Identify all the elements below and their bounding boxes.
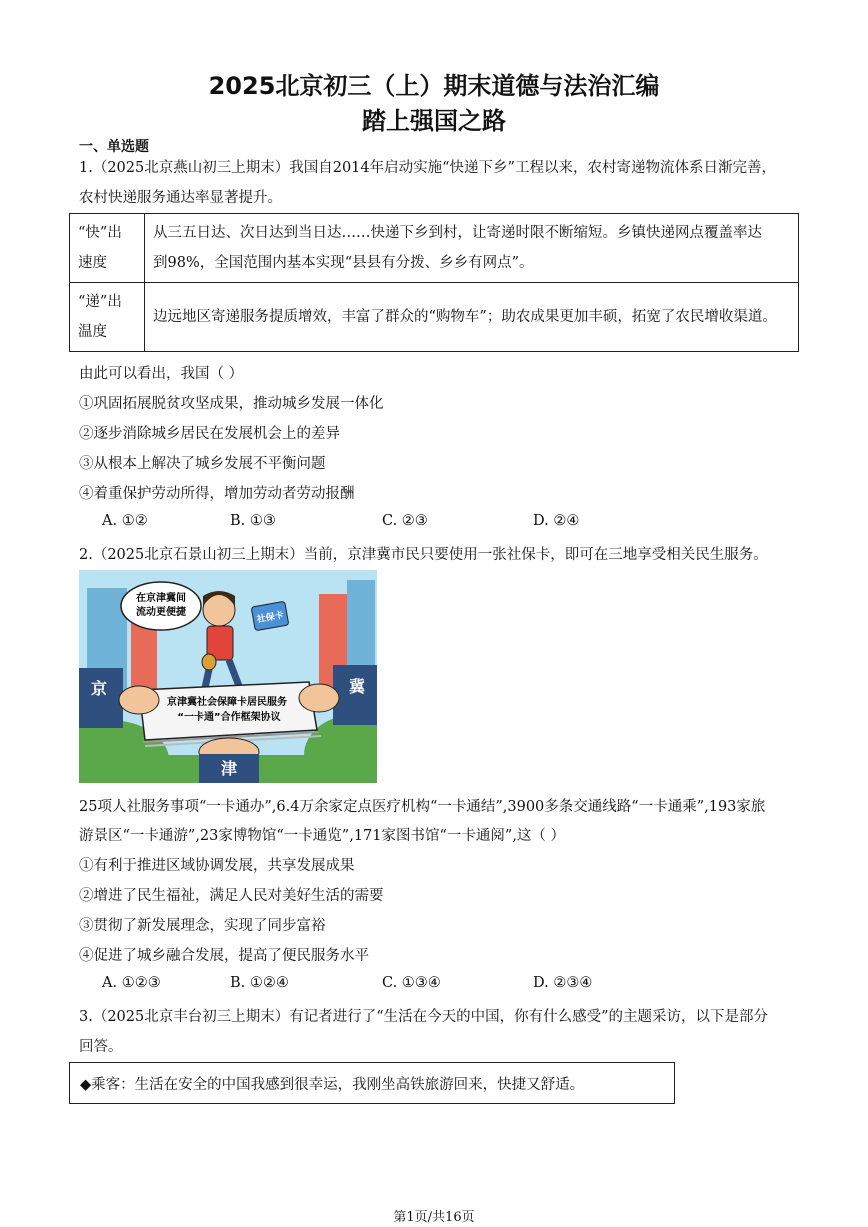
page-subtitle: 踏上强国之路 bbox=[362, 107, 506, 135]
table-row bbox=[70, 283, 799, 352]
cell-text: “快”出 bbox=[78, 225, 122, 241]
q3-line-2: 回答。 bbox=[79, 1039, 123, 1055]
q2-line-1: 2.（2025北京石景山初三上期末）当前，京津冀市民只要使用一张社保卡，即可在三地享受相关民生服务。 bbox=[79, 547, 768, 563]
q3-answer-text: ◆乘客：生活在安全的中国我感到很幸运，我刚坐高铁旅游回来，快捷又舒适。 bbox=[80, 1077, 585, 1093]
q2-item-1: ①有利于推进区域协调发展，共享发展成果 bbox=[79, 858, 355, 874]
table-row bbox=[70, 214, 799, 283]
cell-text: 温度 bbox=[78, 324, 107, 340]
bottom-region-label: 津 bbox=[220, 759, 238, 778]
table-cell-value bbox=[145, 283, 799, 352]
q1-option-b[interactable]: B. ①③ bbox=[230, 513, 276, 529]
card-label: 社保卡 bbox=[256, 610, 285, 626]
agreement-document bbox=[139, 682, 317, 740]
q1-stem: 由此可以看出，我国（ ） bbox=[79, 366, 244, 382]
cell-text: 速度 bbox=[78, 255, 107, 271]
q2-item-2: ②增进了民生福祉，满足人民对美好生活的需要 bbox=[79, 888, 384, 904]
bubble-text: 流动更便捷 bbox=[136, 607, 186, 618]
q2-line-3: 游景区“一卡通游”,23家博物馆“一卡通览”,171家图书馆“一卡通阅”,这（ ） bbox=[79, 828, 566, 844]
cell-text: 边远地区寄递服务提质增效，丰富了群众的“购物车”；助农成果更加丰硕，拓宽了农民增收渠道。 bbox=[153, 309, 777, 325]
document-title-1: 京津冀社会保障卡居民服务 bbox=[167, 697, 287, 708]
cell-text: 到98%，全国范围内基本实现“县县有分拨、乡乡有网点”。 bbox=[153, 255, 534, 271]
q1-line-1: 1.（2025北京燕山初三上期末）我国自2014年启动实施“快递下乡”工程以来，农村寄递物流体系日渐完善， bbox=[79, 160, 776, 176]
table-cell-key bbox=[70, 214, 145, 283]
right-hand bbox=[299, 684, 339, 712]
table-cell-value bbox=[145, 214, 799, 283]
social-security-card-cartoon bbox=[79, 570, 377, 783]
q1-item-2: ②逐步消除城乡居民在发展机会上的差异 bbox=[79, 426, 340, 442]
q2-option-b[interactable]: B. ①②④ bbox=[230, 975, 289, 991]
q1-item-4: ④着重保护劳动所得，增加劳动者劳动报酬 bbox=[79, 486, 355, 502]
right-region-label: 冀 bbox=[348, 677, 366, 696]
q1-option-c[interactable]: C. ②③ bbox=[382, 513, 428, 529]
q1-option-a[interactable]: A. ①② bbox=[102, 513, 148, 529]
document-title-2: “一卡通”合作框架协议 bbox=[177, 712, 281, 723]
q2-line-2: 25项人社服务事项“一卡通办”,6.4万余家定点医疗机构“一卡通结”,3900多条交通线路“一卡通乘”,193家旅 bbox=[79, 799, 766, 815]
q1-item-1: ①巩固拓展脱贫攻坚成果，推动城乡发展一体化 bbox=[79, 396, 384, 412]
q2-option-a[interactable]: A. ①②③ bbox=[102, 975, 161, 991]
q2-item-3: ③贯彻了新发展理念，实现了同步富裕 bbox=[79, 918, 326, 934]
page-footer: 第1页/共16页 bbox=[393, 1210, 475, 1225]
left-region-label: 京 bbox=[90, 679, 108, 698]
table-cell-key bbox=[70, 283, 145, 352]
q3-line-1: 3.（2025北京丰台初三上期末）有记者进行了“生活在今天的中国，你有什么感受”的主题采访，以下是部分 bbox=[79, 1009, 769, 1025]
q2-item-4: ④促进了城乡融合发展，提高了便民服务水平 bbox=[79, 948, 369, 964]
q2-option-d[interactable]: D. ②③④ bbox=[533, 975, 593, 991]
bag-icon bbox=[202, 654, 216, 670]
q1-line-2: 农村快递服务通达率显著提升。 bbox=[79, 190, 282, 206]
left-sleeve bbox=[79, 668, 123, 728]
speech-bubble bbox=[121, 582, 201, 630]
page-title: 2025北京初三（上）期末道德与法治汇编 bbox=[208, 72, 660, 100]
bubble-text: 在京津冀间 bbox=[136, 593, 186, 604]
left-hand bbox=[119, 686, 159, 714]
q1-option-d[interactable]: D. ②④ bbox=[533, 513, 580, 529]
section-heading: 一、单选题 bbox=[79, 139, 149, 155]
q1-item-3: ③从根本上解决了城乡发展不平衡问题 bbox=[79, 456, 326, 472]
q2-option-c[interactable]: C. ①③④ bbox=[382, 975, 441, 991]
q3-answer-box bbox=[69, 1062, 675, 1104]
q1-table bbox=[69, 213, 799, 352]
cell-text: 从三五日达、次日达到当日达……快递下乡到村，让寄递时限不断缩短。乡镇快递网点覆盖率达 bbox=[153, 225, 762, 241]
cell-text: “递”出 bbox=[78, 294, 122, 310]
